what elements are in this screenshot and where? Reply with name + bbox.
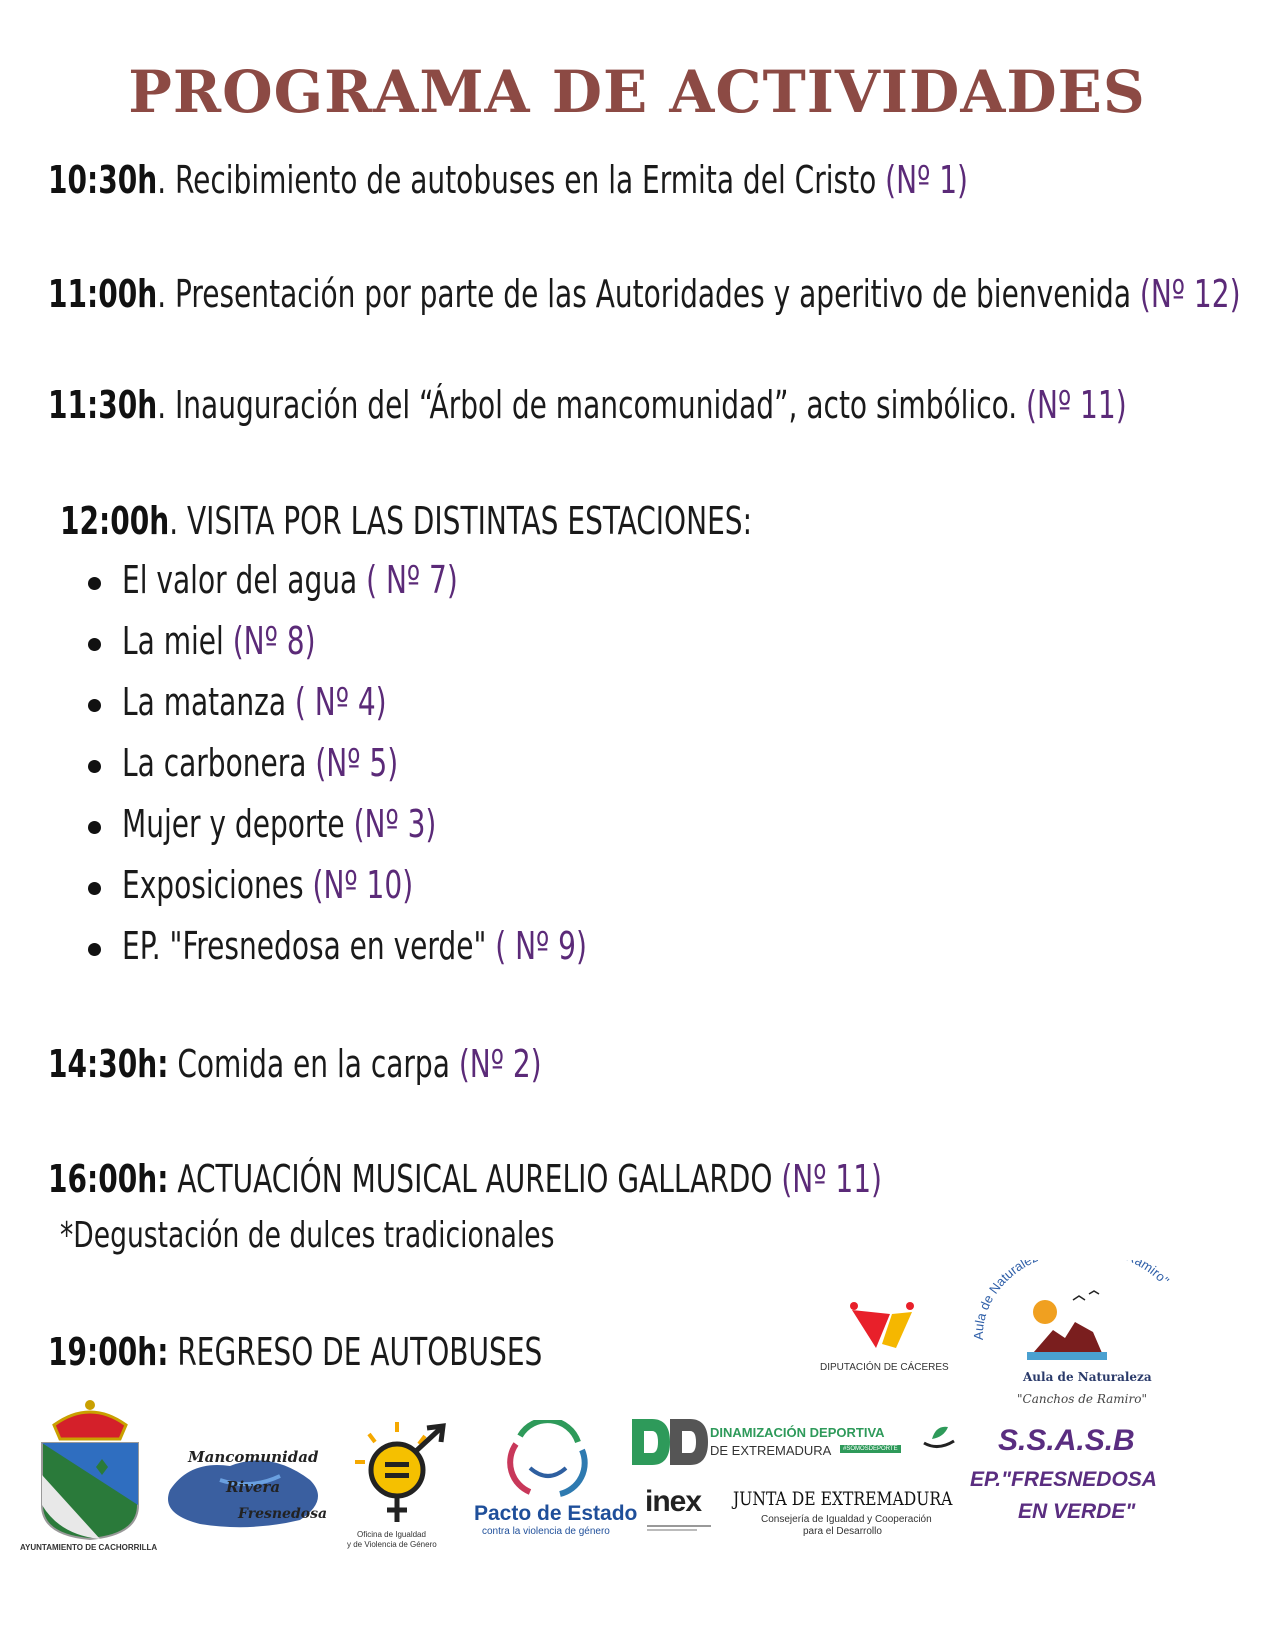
page-title: PROGRAMA DE ACTIVIDADES (128, 58, 1146, 126)
station-number: (Nº 1) (885, 158, 968, 202)
schedule-item: 19:00h: REGRESO DE AUTOBUSES (48, 1330, 543, 1374)
bullet (88, 699, 101, 712)
schedule-text: ACTUACIÓN MUSICAL AURELIO GALLARDO (168, 1157, 782, 1201)
pacto-estado-logo (470, 1420, 638, 1540)
diputacion-caption: DIPUTACIÓN DE CÁCERES (820, 1362, 949, 1373)
mancomunidad-logo (160, 1440, 340, 1535)
station-number: (Nº 8) (232, 619, 316, 663)
aula-naturaleza-logo (965, 1260, 1195, 1420)
station-number: (Nº 10) (312, 863, 414, 907)
station-number: ( Nº 7) (366, 558, 458, 602)
schedule-item: 14:30h: Comida en la carpa (Nº 2) (48, 1042, 542, 1086)
schedule-time: 11:00h (48, 272, 158, 316)
oficina-caption-1: Oficina de Igualdad (357, 1530, 426, 1539)
bullet (88, 943, 101, 956)
schedule-item: 10:30h. Recibimiento de autobuses en la Ermita del Cristo (Nº 1) (48, 158, 968, 202)
list-item: EP. "Fresnedosa en verde" ( Nº 9) (122, 924, 587, 968)
aula-subtitle: "Canchos de Ramiro" (1017, 1392, 1147, 1406)
list-item: La matanza ( Nº 4) (122, 680, 387, 724)
bullet (88, 882, 101, 895)
bullet (88, 760, 101, 773)
ayuntamiento-caption: AYUNTAMIENTO DE CACHORRILLA (20, 1543, 158, 1552)
station-number: (Nº 3) (353, 802, 437, 846)
schedule-item: 11:30h. Inauguración del “Árbol de mancomunidad”, acto simbólico. (Nº 11) (48, 383, 1127, 427)
list-item: La miel (Nº 8) (122, 619, 316, 663)
ep-title-2: EN VERDE" (1018, 1500, 1136, 1523)
inex-logo (645, 1485, 720, 1535)
dinamizacion-title: DINAMIZACIÓN DEPORTIVA (710, 1425, 885, 1440)
dd-monogram-icon (630, 1415, 710, 1470)
bullet (88, 638, 101, 651)
schedule-text: Presentación por parte de las Autoridades y aperitivo de bienvenida (166, 272, 1140, 316)
coat-of-arms-icon (20, 1395, 160, 1540)
station-number: (Nº 11) (1026, 383, 1127, 427)
aula-arc-text: Aula de Naturale amiro" (970, 1260, 1173, 1341)
list-item: El valor del agua ( Nº 7) (122, 558, 458, 602)
pacto-subtitle: contra la violencia de género (482, 1526, 610, 1537)
inex-caption-lines-icon (645, 1523, 715, 1533)
aula-emblem-icon (965, 1260, 1195, 1370)
aula-name: Aula de Naturaleza (1023, 1370, 1152, 1384)
oficina-caption-2: y de Violencia de Género (347, 1540, 437, 1549)
ep-title-1: EP."FRESNEDOSA (970, 1468, 1157, 1491)
schedule-item: 16:00h: ACTUACIÓN MUSICAL AURELIO GALLARDO (Nº 11) (48, 1157, 882, 1201)
schedule-time: 10:30h (48, 158, 158, 202)
schedule-text: Comida en la carpa (168, 1042, 459, 1086)
junta-logo (733, 1488, 958, 1548)
schedule-time: 19:00h (48, 1330, 158, 1374)
dinamizacion-tag: #SOMOSDEPORTE (840, 1445, 901, 1453)
mancomunidad-river: Rivera (226, 1478, 281, 1496)
dinamizacion-logo (630, 1415, 960, 1475)
list-item: La carbonera (Nº 5) (122, 741, 399, 785)
oficina-igualdad-logo (345, 1418, 460, 1553)
schedule-text: Recibimiento de autobuses en la Ermita del Cristo (166, 158, 886, 202)
station-number: (Nº 12) (1139, 272, 1241, 316)
schedule-text: REGRESO DE AUTOBUSES (168, 1330, 543, 1374)
junta-title: JUNTA DE EXTREMADURA (733, 1488, 953, 1510)
station-number: ( Nº 4) (294, 680, 387, 724)
station-number: (Nº 11) (781, 1157, 882, 1201)
station-number: (Nº 2) (458, 1042, 542, 1086)
leaf-icon (922, 1423, 956, 1453)
ayuntamiento-logo (20, 1395, 160, 1555)
bullet (88, 577, 101, 590)
schedule-time: 14:30h (48, 1042, 158, 1086)
station-number: (Nº 5) (315, 741, 399, 785)
diputacion-emblem-icon (820, 1300, 950, 1360)
schedule-time: 12:00h (60, 499, 170, 543)
bullet (88, 821, 101, 834)
junta-subtitle-2: para el Desarrollo (803, 1526, 882, 1537)
schedule-time: 16:00h (48, 1157, 158, 1201)
mancomunidad-title: Mancomunidad (188, 1448, 319, 1466)
pacto-title: Pacto de Estado (474, 1502, 638, 1525)
mancomunidad-town: Fresnedosa (238, 1506, 328, 1522)
schedule-text: VISITA POR LAS DISTINTAS ESTACIONES: (178, 499, 753, 543)
diputacion-logo (820, 1300, 950, 1380)
junta-subtitle-1: Consejería de Igualdad y Cooperación (761, 1514, 932, 1525)
equality-symbol-icon (345, 1418, 460, 1528)
list-item: Mujer y deporte (Nº 3) (122, 802, 437, 846)
dinamizacion-region: DE EXTREMADURA (710, 1443, 832, 1458)
schedule-item: 11:00h. Presentación por parte de las Autoridades y aperitivo de bienvenida (Nº 12) (48, 272, 1241, 316)
station-number: ( Nº 9) (495, 924, 587, 968)
note-text: *Degustación de dulces tradicionales (60, 1215, 555, 1256)
schedule-time: 11:30h (48, 383, 158, 427)
inex-wordmark: inex (645, 1485, 702, 1518)
ssasb-title: S.S.A.S.B (998, 1424, 1135, 1457)
schedule-text: Inauguración del “Árbol de mancomunidad”, acto simbólico. (166, 383, 1027, 427)
list-item: Exposiciones (Nº 10) (122, 863, 414, 907)
pacto-smile-icon (470, 1420, 625, 1500)
schedule-item: 12:00h. VISITA POR LAS DISTINTAS ESTACIONES: (60, 499, 753, 543)
